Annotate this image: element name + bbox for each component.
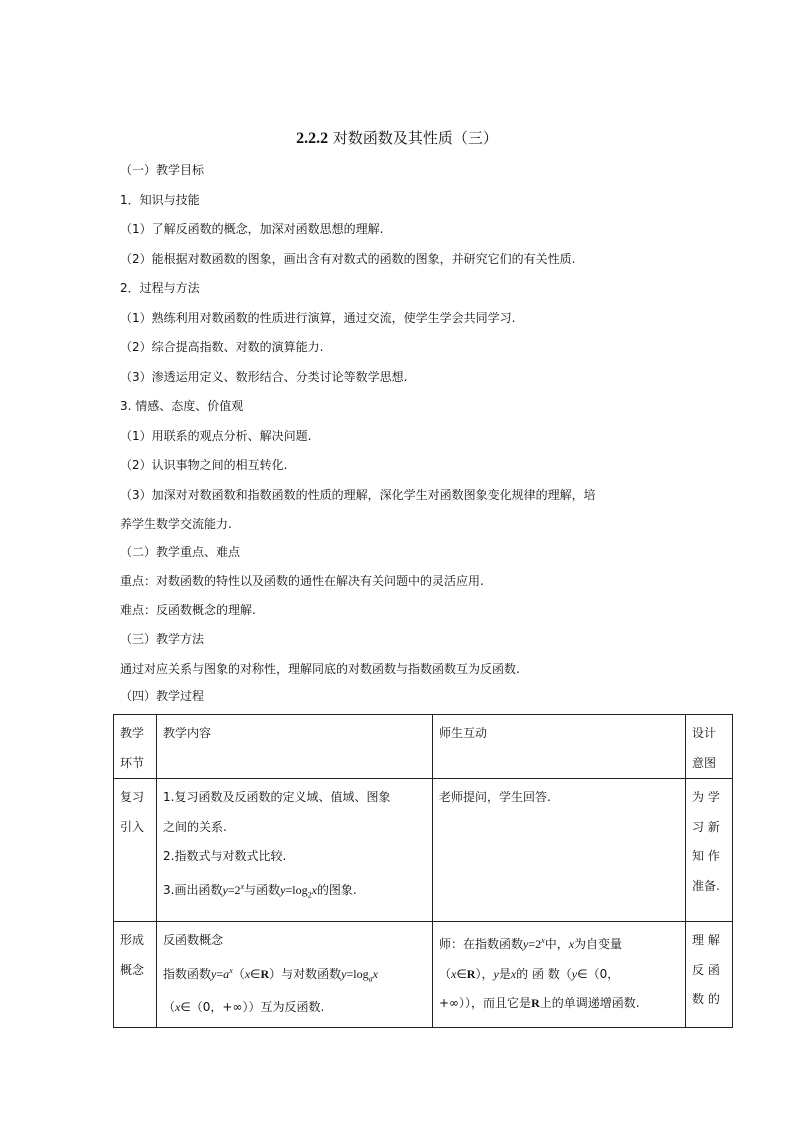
subheading-attitude: 3. 情感、态度、价值观	[120, 399, 244, 413]
header-content: 教学内容	[157, 715, 433, 779]
heading-process: （四）教学过程	[120, 689, 205, 703]
paragraph: （2）能根据对数函数的图象，画出含有对数式的函数的图象，并研究它们的有关性质.	[120, 252, 576, 266]
heading-objectives: （一）教学目标	[120, 163, 205, 177]
title-text: 对数函数及其性质（三）	[332, 129, 498, 147]
heading-method: （三）教学方法	[120, 632, 205, 646]
table-header-row	[114, 715, 733, 779]
paragraph: （3）渗透运用定义、数形结合、分类讨论等数学思想.	[120, 370, 408, 384]
interaction-cell: 师：在指数函数$y=2^x$中，x为自变量 （x∈R），y是x的 函 数（y∈（0， +∞）），而且它是R上的单调递增函数.	[433, 922, 686, 1028]
stage-cell: 形成 概念	[114, 922, 157, 1028]
intent-cell: 为 学 习 新 知 作 准备.	[686, 779, 733, 922]
teaching-process-table	[113, 714, 733, 1028]
stage-cell: 复习 引入	[114, 779, 157, 922]
interaction-cell: 老师提问，学生回答.	[433, 779, 686, 922]
header-interaction: 师生互动	[433, 715, 686, 779]
intent-cell: 理 解 反 函 数 的	[686, 922, 733, 1028]
paragraph: （2）综合提高指数、对数的演算能力.	[120, 340, 324, 354]
paragraph: 难点：反函数概念的理解.	[120, 603, 256, 617]
header-stage: 教学 环节	[114, 715, 157, 779]
paragraph: （2）认识事物之间的相互转化.	[120, 458, 288, 472]
paragraph: 养学生数学交流能力.	[120, 517, 232, 531]
subheading-knowledge: 1．知识与技能	[120, 193, 200, 207]
table-row	[114, 779, 733, 922]
paragraph: （1）了解反函数的概念，加深对函数思想的理解.	[120, 222, 384, 236]
document-title	[0, 127, 794, 148]
paragraph: 重点：对数函数的特性以及函数的通性在解决有关问题中的灵活应用.	[120, 574, 484, 588]
paragraph: （1）用联系的观点分析、解决问题.	[120, 429, 312, 443]
paragraph: （1）熟练利用对数函数的性质进行演算，通过交流，使学生学会共同学习.	[120, 311, 516, 325]
content-cell: 1.复习函数及反函数的定义域、值域、图象 之间的关系. 2.指数式与对数式比较. 3.画出函数$y=2^x$与函数$y=\log_2x$的图象.	[157, 779, 433, 922]
paragraph: （3）加深对对数函数和指数函数的性质的理解，深化学生对函数图象变化规律的理解，培	[120, 488, 596, 502]
paragraph: 通过对应关系与图象的对称性，理解同底的对数函数与指数函数互为反函数.	[120, 662, 520, 676]
section-number: 2.2.2	[296, 130, 329, 147]
header-intent: 设计 意图	[686, 715, 733, 779]
subheading-process: 2．过程与方法	[120, 281, 200, 295]
table-row	[114, 922, 733, 1028]
heading-key-points: （二）教学重点、难点	[120, 545, 241, 559]
content-cell: 反函数概念 指数函数$y=a^x(x\in R)$与对数函数$y=\log_ax$ （x∈（0，+∞））互为反函数.	[157, 922, 433, 1028]
